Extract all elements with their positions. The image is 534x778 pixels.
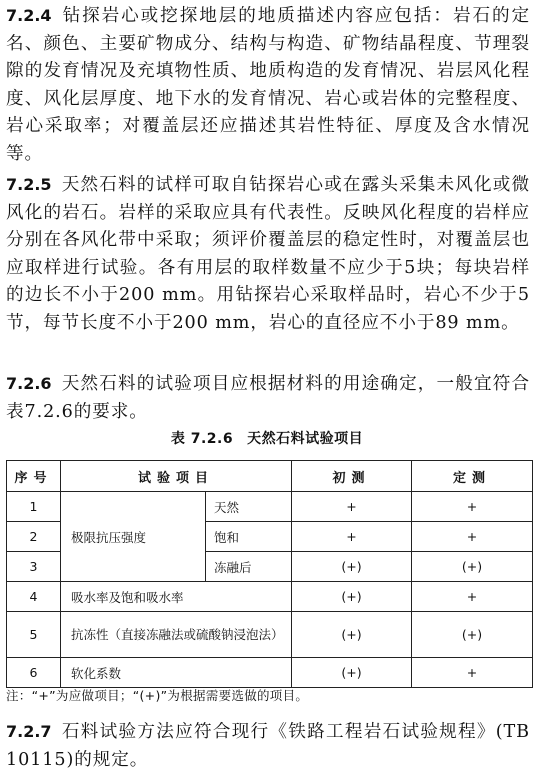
sub-item: 冻融后 bbox=[206, 552, 292, 582]
final-value: + bbox=[412, 582, 533, 612]
table-row bbox=[7, 492, 533, 522]
header-initial-survey: 初测 bbox=[292, 461, 412, 492]
row-number: 1 bbox=[7, 492, 61, 522]
final-value: + bbox=[412, 522, 533, 552]
clause-7-2-7 bbox=[6, 718, 530, 774]
sub-item: 天然 bbox=[206, 492, 292, 522]
initial-value: + bbox=[292, 522, 412, 552]
initial-value: (+) bbox=[292, 552, 412, 582]
clause-number: 7.2.4 bbox=[6, 6, 52, 25]
header-serial: 序号 bbox=[7, 461, 61, 492]
initial-value: + bbox=[292, 492, 412, 522]
clause-7-2-6 bbox=[6, 370, 530, 426]
initial-value: (+) bbox=[292, 582, 412, 612]
initial-value: (+) bbox=[292, 658, 412, 688]
test-items-table bbox=[6, 460, 533, 688]
group-label: 极限抗压强度 bbox=[61, 492, 206, 582]
table-row bbox=[7, 658, 533, 688]
row-number: 3 bbox=[7, 552, 61, 582]
row-number: 5 bbox=[7, 612, 61, 658]
clause-number: 7.2.6 bbox=[6, 374, 52, 393]
final-value: (+) bbox=[412, 552, 533, 582]
clause-text: 石料试验方法应符合现行《铁路工程岩石试验规程》(TB 10115)的规定。 bbox=[6, 722, 530, 770]
clause-7-2-5 bbox=[6, 171, 530, 337]
test-item: 抗冻性（直接冻融法或硫酸钠浸泡法） bbox=[61, 612, 292, 658]
test-item: 吸水率及饱和吸水率 bbox=[61, 582, 292, 612]
table-row bbox=[7, 582, 533, 612]
table-note: 注：“+”为应做项目；“(+)”为根据需要选做的项目。 bbox=[6, 688, 309, 703]
row-number: 6 bbox=[7, 658, 61, 688]
final-value: + bbox=[412, 658, 533, 688]
clause-text: 天然石料的试样可取自钻探岩心或在露头采集未风化或微风化的岩石。岩样的采取应具有代表性。反映风化程度的岩样应分别在各风化带中采取；须评价覆盖层的稳定性时，对覆盖层也应取样进行试验。各有用层的取样数量不应少于5块；每块岩样的边长不小于200 mm。用钻探岩心采取样品时，岩心不少于5节，每节长度不小于200 mm，岩心的直径应不小于89 mm。 bbox=[6, 175, 530, 333]
header-test-item: 试验项目 bbox=[61, 461, 292, 492]
clause-text: 钻探岩心或挖探地层的地质描述内容应包括：岩石的定名、颜色、主要矿物成分、结构与构造、矿物结晶程度、节理裂隙的发育情况及充填物性质、地质构造的发育情况、岩层风化程度、风化层厚度、地下水的发育情况、岩心或岩体的完整程度、岩心采取率；对覆盖层还应描述其岩性特征、厚度及含水情况等。 bbox=[6, 6, 530, 164]
clause-text: 天然石料的试验项目应根据材料的用途确定，一般宜符合表7.2.6的要求。 bbox=[6, 374, 530, 422]
initial-value: (+) bbox=[292, 612, 412, 658]
table-row bbox=[7, 612, 533, 658]
header-final-survey: 定测 bbox=[412, 461, 533, 492]
table-header-row bbox=[7, 461, 533, 492]
clause-number: 7.2.7 bbox=[6, 722, 52, 741]
clause-number: 7.2.5 bbox=[6, 175, 52, 194]
test-item: 软化系数 bbox=[61, 658, 292, 688]
row-number: 2 bbox=[7, 522, 61, 552]
final-value: (+) bbox=[412, 612, 533, 658]
row-number: 4 bbox=[7, 582, 61, 612]
table-caption-title: 天然石料试验项目 bbox=[247, 431, 364, 447]
table-caption bbox=[0, 428, 534, 448]
table-caption-number: 表 7.2.6 bbox=[170, 431, 234, 447]
final-value: + bbox=[412, 492, 533, 522]
sub-item: 饱和 bbox=[206, 522, 292, 552]
clause-7-2-4 bbox=[6, 2, 530, 168]
